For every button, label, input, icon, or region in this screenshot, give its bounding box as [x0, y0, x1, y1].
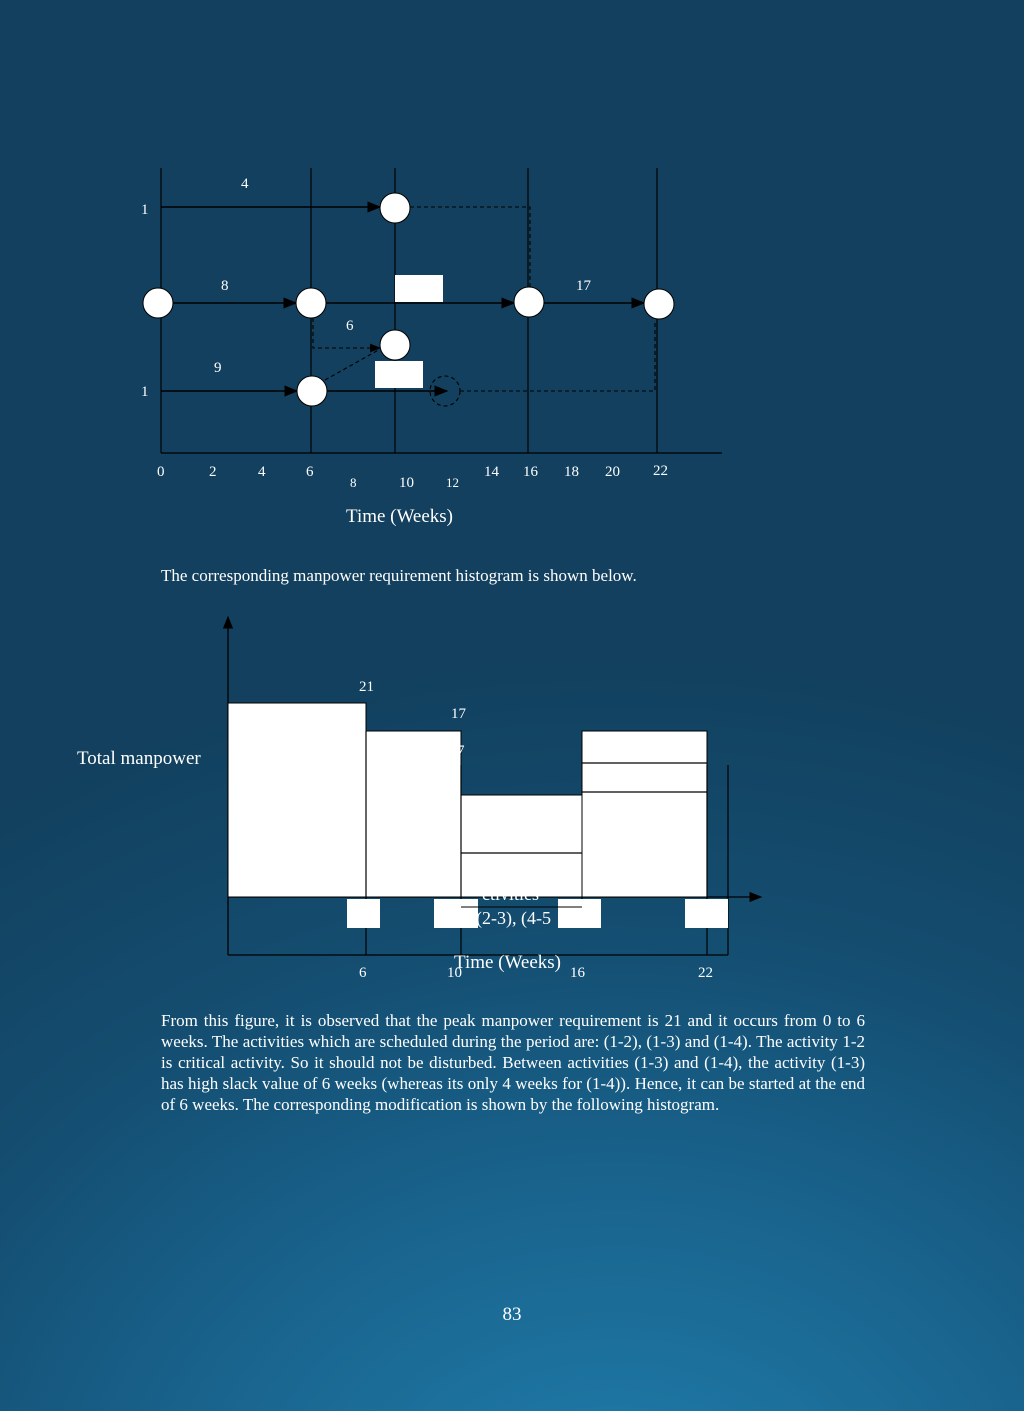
bar-0-6 — [228, 703, 366, 897]
tick-label: 20 — [605, 464, 620, 480]
intro-paragraph: The corresponding manpower requirement histogram is shown below. — [161, 566, 637, 585]
tick-label: 0 — [157, 464, 165, 480]
x-tick-label: 10 — [447, 965, 462, 981]
left-label: 1 — [141, 202, 149, 218]
page-number: 83 — [502, 1304, 522, 1325]
network-axis-title: Time (Weeks) — [346, 506, 454, 527]
activity-label: 9 — [214, 360, 222, 376]
x-tick-label: 22 — [698, 965, 713, 981]
histogram-ylabel: Total manpower — [77, 748, 201, 769]
tick-label: 18 — [564, 464, 579, 480]
activity-label: 4 — [241, 176, 249, 192]
tick-label: 16 — [523, 464, 538, 480]
tick-label: 14 — [484, 464, 499, 480]
tick-label: 2 — [209, 464, 217, 480]
bar-16-22 — [582, 731, 707, 897]
tick-label: 12 — [446, 475, 459, 490]
tick-label: 22 — [653, 463, 668, 479]
histogram-axis-title: Time (Weeks) — [454, 952, 562, 973]
activity-label: 17 — [576, 278, 591, 294]
bar-6-10 — [366, 731, 461, 897]
body-paragraph: From this figure, it is observed that the peak manpower requirement is 21 and it occurs from 0 to 6 weeks. The activities which are scheduled during the period are: (1-2), (1-3) and (1-4). The activity 1-2 is critical activity. So it should not be disturbed. Between activities (1-3) and (1-4), the activity (1-3) has high slack value of 6 weeks (whereas its only 4 weeks for (1-4)). Hence, it can be started at the end of 6 weeks. The corresponding modification is shown by the following histogram. — [161, 1011, 865, 1114]
bar-label: 7 — [457, 743, 465, 759]
overlap-text: ctivities — [482, 884, 539, 904]
bar-10-16 — [461, 795, 582, 897]
left-label: 1 — [141, 384, 149, 400]
tick-label: 10 — [399, 475, 414, 491]
tick-label: 4 — [258, 464, 266, 480]
tick-label: 6 — [306, 464, 314, 480]
activity-label: 6 — [346, 318, 354, 334]
overlap-text: (2-3), (4-5 — [476, 908, 551, 928]
bar-label: 17 — [451, 706, 466, 722]
histogram-bars — [228, 703, 707, 897]
x-tick-label: 6 — [359, 965, 367, 981]
tick-label: 8 — [350, 475, 357, 490]
bar-label: 21 — [359, 679, 374, 695]
activity-label: 8 — [221, 278, 229, 294]
x-tick-label: 16 — [570, 965, 585, 981]
